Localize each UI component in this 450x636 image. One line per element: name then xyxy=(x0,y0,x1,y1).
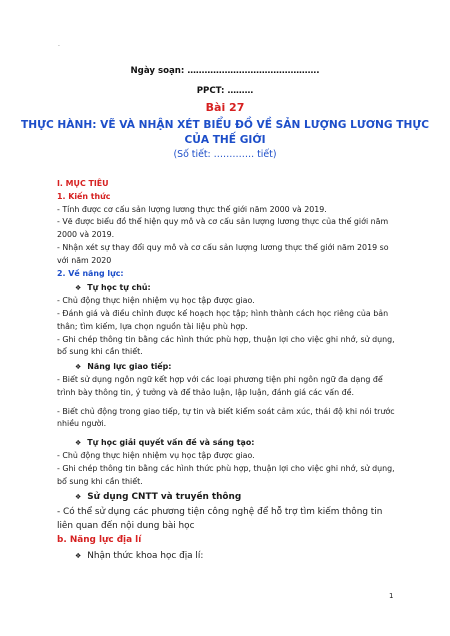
knowledge-heading: 1. Kiến thức xyxy=(57,191,111,201)
diamond-bullet-icon: ❖ xyxy=(75,284,82,293)
diamond-bullet-icon: ❖ xyxy=(75,439,82,448)
problem-solving-item: - Ghi chép thông tin bằng các hình thức phù hợp, thuận lợi cho việc ghi nhớ, sử dụng, bổ sung khi cần thiết. xyxy=(57,463,395,486)
problem-solving-heading-text: Tự học giải quyết vấn đề và sáng tạo: xyxy=(87,438,255,448)
knowledge-item: - Nhận xét sự thay đổi quy mô và cơ cấu sản lượng lương thực thế giới năm 2019 so với năm 2020 xyxy=(57,242,389,265)
self-study-item: - Chủ động thực hiện nhiệm vụ học tập được giao. xyxy=(57,296,255,306)
communication-heading-text: Năng lực giao tiếp: xyxy=(87,362,172,372)
self-study-heading xyxy=(57,282,399,295)
ict-heading-text: Sử dụng CNTT và truyền thông xyxy=(87,492,242,503)
period-count: (Số tiết: …………. tiết) xyxy=(173,149,277,160)
self-study-item: - Đánh giá và điều chỉnh được kế hoạch học tập; hình thành cách học riêng của bản thân; tìm kiếm, lựa chọn nguồn tài liệu phù hợp. xyxy=(57,308,389,331)
lesson-number: Bài 27 xyxy=(205,101,245,114)
problem-solving-item: - Chủ động thực hiện nhiệm vụ học tập được giao. xyxy=(57,450,255,460)
communication-item: - Biết sử dụng ngôn ngữ kết hợp với các loại phương tiện phi ngôn ngữ đa dạng để trình bày thông tin, ý tưởng và để thảo luận, lập luận, đánh giá các vấn đề. xyxy=(57,374,383,397)
page-number: 1 xyxy=(389,592,394,600)
ppct-line: PPCT: ……… xyxy=(196,86,254,96)
self-study-heading-text: Tự học tự chủ: xyxy=(87,283,151,293)
lesson-title: THỰC HÀNH: VẼ VÀ NHẬN XÉT BIỂU ĐỒ VỀ SẢN LƯỢNG LƯƠNG THỰC CỦA THẾ GIỚI xyxy=(21,119,429,146)
diamond-bullet-icon: ❖ xyxy=(75,493,82,502)
problem-solving-heading xyxy=(57,437,399,450)
geo-sub-heading xyxy=(57,549,399,563)
knowledge-item: - Tính được cơ cấu sản lượng lương thực thế giới năm 2000 và 2019. xyxy=(57,204,327,214)
date-prepared-line: Ngày soạn: ………………………………………. xyxy=(130,66,320,76)
geo-sub-heading-text: Nhận thức khoa học địa lí: xyxy=(87,551,204,562)
header-mark: - xyxy=(58,43,60,49)
self-study-item: - Ghi chép thông tin bằng các hình thức phù hợp, thuận lợi cho việc ghi nhớ, sử dụng, bổ sung khi cần thiết. xyxy=(57,334,395,357)
communication-heading xyxy=(57,361,399,374)
geo-competence-heading: b. Năng lực địa lí xyxy=(57,534,142,545)
objectives-section xyxy=(57,178,399,563)
diamond-bullet-icon: ❖ xyxy=(75,552,82,561)
ict-item: - Có thể sử dụng các phương tiện công nghệ để hỗ trợ tìm kiếm thông tin liên quan đến nội dung bài học xyxy=(57,506,383,531)
skills-heading: 2. Về năng lực: xyxy=(57,268,124,278)
diamond-bullet-icon: ❖ xyxy=(75,363,82,372)
communication-item: - Biết chủ động trong giao tiếp, tự tin và biết kiểm soát cảm xúc, thái độ khi nói trước nhiều người. xyxy=(57,406,395,429)
knowledge-item: - Vẽ được biểu đồ thể hiện quy mô và cơ cấu sản lượng lương thực của thế giới năm 2000 và 2019. xyxy=(57,217,389,240)
objectives-heading: I. MỤC TIÊU xyxy=(57,179,109,188)
ict-heading xyxy=(57,490,399,504)
